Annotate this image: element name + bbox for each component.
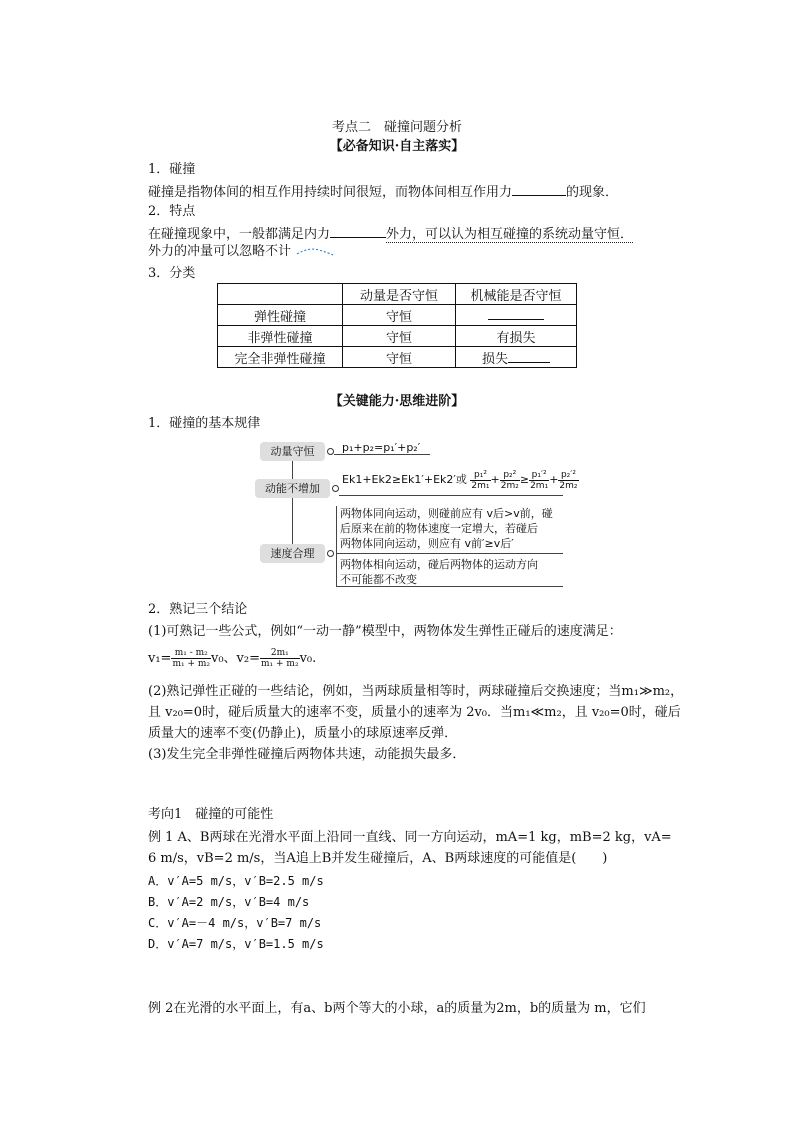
note-curve-icon <box>295 245 335 259</box>
table-header-cell: 机械能是否守恒 <box>456 284 577 305</box>
conclusion-2-line3: 质量大的速率不变(仍静止)，质量小的球原速率反弹． <box>148 726 458 741</box>
paragraph-definition: 碰撞是指物体间的相互作用持续时间很短，而物体间相互作用力 的现象． <box>148 182 618 202</box>
table-cell: 完全非弹性碰撞 <box>218 347 343 368</box>
section-heading-essential: 【必备知识·自主落实】 <box>329 139 465 154</box>
flow-underline <box>336 553 563 554</box>
elastic-formulas: v₁= $\frac{\text{m₁ - m₂}}{\text{m₁ + m₂}}$ v₀、v₂= $\frac{\text{2m₁}}{\text{m₁ + m₂}}$ v₀. <box>148 648 317 669</box>
table-cell: 守恒 <box>343 305 456 326</box>
margin-note: 外力的冲量可以忽略不计 <box>148 243 335 261</box>
option-c[interactable]: C．v′A=－4 m/s，v′B=7 m/s <box>148 916 322 930</box>
table-header-row <box>218 284 577 305</box>
example-1-line2: 6 m/s，vB=2 m/s，当A追上B并发生碰撞后，A、B两球速度的可能值是( ) <box>148 851 608 866</box>
kaoxiang-heading: 考向1 碰撞的可能性 <box>148 807 274 822</box>
table-row <box>218 305 577 326</box>
option-b[interactable]: B．v′A=2 m/s，v′B=4 m/s <box>148 895 310 909</box>
heading-three-conclusions: 2．熟记三个结论 <box>148 602 248 617</box>
section-heading-ability: 【关键能力·思维进阶】 <box>329 394 465 409</box>
heading-features: 2．特点 <box>148 204 196 219</box>
flow-node <box>332 485 339 492</box>
paragraph-features: 在碰撞现象中，一般都满足内力 外力，可以认为相互碰撞的系统动量守恒． <box>148 224 633 244</box>
rule-kinetic: Ek1+Ek2≥Ek1′+Ek2′或 $\frac{\text{p₁²}}{\text{2m₁}}$ + $\frac{\text{p₂²}}{\text{2m₂}}$ ≥ $\frac{\text{p₁′²}}{\text{2m₁}}$ + $\frac{\text{p₂′²}}{\text{2m₂}}$ <box>342 469 578 491</box>
table-cell <box>456 305 577 326</box>
flow-bracket <box>336 506 337 586</box>
table-cell: 非弹性碰撞 <box>218 326 343 347</box>
option-d[interactable]: D．v′A=7 m/s，v′B=1.5 m/s <box>148 937 324 951</box>
table-cell: 守恒 <box>343 347 456 368</box>
answer-blank[interactable] <box>488 306 544 320</box>
flow-connector <box>292 498 293 544</box>
rule-velocity-same-direction: 两物体同向运动，则碰前应有 v后>v前，碰 后原来在前的物体速度一定增大，若碰后 两物体同向运动，则应有 v前′≥v后′ <box>340 507 553 550</box>
table-header-cell <box>218 284 343 305</box>
heading-classification: 3．分类 <box>148 266 196 281</box>
example-1-line1: 例 1 A、B两球在光滑水平面上沿同一直线、同一方向运动，mA=1 kg，mB=2 kg，vA= <box>148 830 672 845</box>
conclusion-2-line2: 且 v₂₀=0时，碰后质量大的速率不变，质量小的速率为 2v₀．当m₁≪m₂，且 v₂₀=0时，碰后 <box>148 705 681 720</box>
heading-collision: 1．碰撞 <box>148 162 196 177</box>
heading-basic-rules: 1．碰撞的基本规律 <box>148 416 261 431</box>
table-cell: 损失 <box>456 347 577 368</box>
flow-box-momentum: 动量守恒 <box>260 442 325 461</box>
conclusion-3: (3)发生完全非弹性碰撞后两物体共速，动能损失最多． <box>148 747 466 762</box>
flow-connector <box>292 461 293 479</box>
classification-table <box>217 283 577 368</box>
table-cell: 守恒 <box>343 326 456 347</box>
page-title: 考点二 碰撞问题分析 <box>331 120 462 135</box>
table-row <box>218 347 577 368</box>
conclusion-1: (1)可熟记一些公式，例如“一动一静”模型中，两物体发生弹性正碰后的速度满足： <box>148 624 622 639</box>
answer-blank[interactable] <box>512 182 566 196</box>
flow-box-kinetic: 动能不增加 <box>255 479 330 498</box>
table-cell: 弹性碰撞 <box>218 305 343 326</box>
option-a[interactable]: A．v′A=5 m/s，v′B=2.5 m/s <box>148 874 324 888</box>
conclusion-2-line1: (2)熟记弹性正碰的一些结论，例如，当两球质量相等时，两球碰撞后交换速度；当m₁≫m₂， <box>148 684 684 699</box>
rule-velocity-opposite-direction: 两物体相向运动，碰后两物体的运动方向 不可能都不改变 <box>340 558 538 586</box>
flow-underline <box>339 495 563 496</box>
answer-blank[interactable] <box>508 349 550 363</box>
flow-box-velocity: 速度合理 <box>260 544 325 563</box>
example-2-line1: 例 2在光滑的水平面上，有a、b两个等大的小球，a的质量为2m，b的质量为 m，它们 <box>148 1001 646 1016</box>
flow-node <box>327 448 334 455</box>
table-row <box>218 326 577 347</box>
table-header-cell: 动量是否守恒 <box>343 284 456 305</box>
table-cell: 有损失 <box>456 326 577 347</box>
answer-blank[interactable] <box>330 224 386 238</box>
flow-node <box>327 550 334 557</box>
rule-momentum: p₁+p₂=p₁′+p₂′ <box>342 441 421 454</box>
